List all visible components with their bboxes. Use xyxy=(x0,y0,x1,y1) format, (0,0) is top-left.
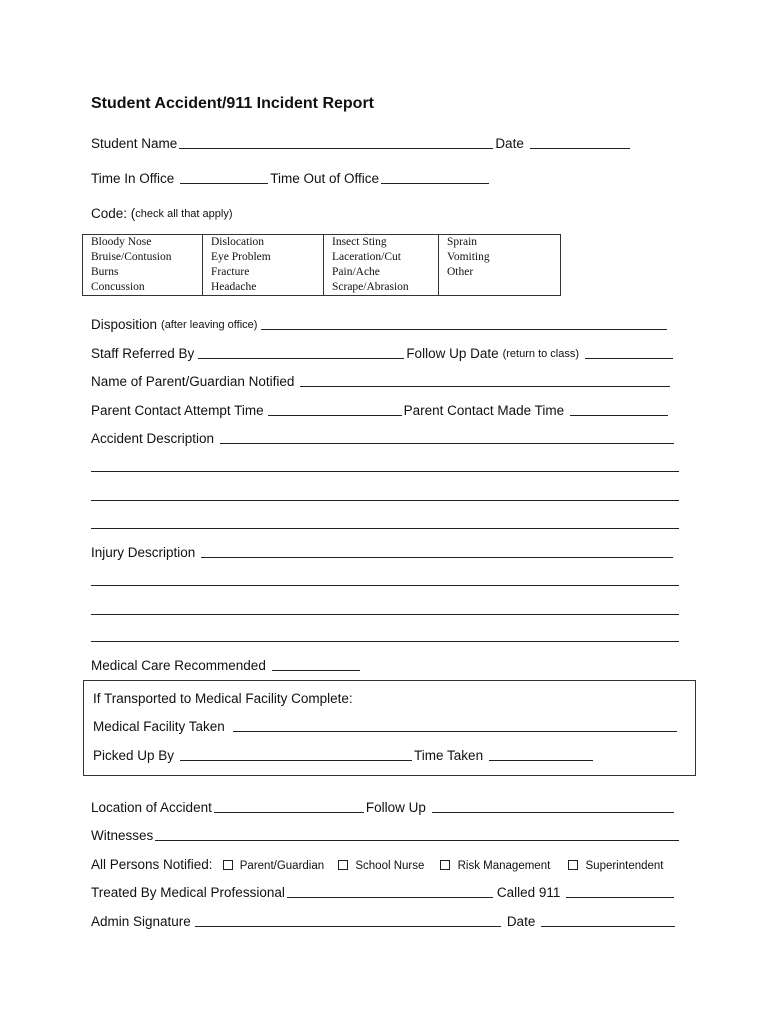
parent-contact-made-label: Parent Contact Made Time xyxy=(403,403,565,418)
parent-notified-label: Name of Parent/Guardian Notified xyxy=(91,374,295,389)
transport-heading-row xyxy=(93,686,353,706)
notified-option[interactable] xyxy=(338,860,424,872)
follow-up-date-field[interactable] xyxy=(585,343,673,359)
notified-option-label: Superintendent xyxy=(585,860,664,872)
time-office-row xyxy=(91,166,491,186)
student-name-label: Student Name xyxy=(91,136,178,151)
code-cell[interactable]: Fracture xyxy=(203,265,324,280)
notified-option-label: Risk Management xyxy=(457,860,551,872)
parent-contact-attempt-field[interactable] xyxy=(268,400,402,416)
time-out-office-label: Time Out of Office xyxy=(270,171,380,186)
transport-box xyxy=(83,680,696,776)
codes-table xyxy=(82,234,561,296)
notified-option-label: Parent/Guardian xyxy=(239,860,325,872)
parent-notified-row xyxy=(91,369,672,389)
checkbox-icon[interactable] xyxy=(338,860,348,870)
accident-description-line[interactable] xyxy=(91,471,679,472)
staff-referred-row xyxy=(91,341,675,361)
checkbox-icon[interactable] xyxy=(223,860,233,870)
disposition-label: Disposition xyxy=(91,317,158,332)
code-row xyxy=(91,201,233,221)
treated-by-row xyxy=(91,880,676,900)
notified-option[interactable] xyxy=(223,860,325,872)
time-out-office-field[interactable] xyxy=(381,168,489,184)
student-name-row xyxy=(91,131,632,151)
code-label: Code: ( xyxy=(91,206,136,221)
injury-description-label: Injury Description xyxy=(91,545,196,560)
code-cell[interactable]: Concussion xyxy=(83,280,203,296)
injury-description-field[interactable] xyxy=(201,542,673,558)
code-cell[interactable]: Bruise/Contusion xyxy=(83,250,203,265)
codes-table-row xyxy=(83,250,561,265)
follow-up-field[interactable] xyxy=(432,797,674,813)
picked-up-by-label: Picked Up By xyxy=(93,748,175,763)
code-cell[interactable]: Laceration/Cut xyxy=(324,250,439,265)
codes-table-row xyxy=(83,265,561,280)
treated-by-label: Treated By Medical Professional xyxy=(91,885,285,900)
treated-by-field[interactable] xyxy=(287,882,493,898)
code-cell[interactable]: Burns xyxy=(83,265,203,280)
code-cell[interactable]: Bloody Nose xyxy=(83,235,203,251)
location-label: Location of Accident xyxy=(91,800,212,815)
code-note: check all that apply) xyxy=(135,208,233,220)
time-in-office-label: Time In Office xyxy=(91,171,175,186)
code-cell[interactable]: Insect Sting xyxy=(324,235,439,251)
location-field[interactable] xyxy=(214,797,364,813)
admin-signature-label: Admin Signature xyxy=(91,914,191,929)
medical-facility-row xyxy=(93,714,679,734)
accident-description-field[interactable] xyxy=(220,428,674,444)
codes-table-row xyxy=(83,280,561,296)
code-cell[interactable]: Eye Problem xyxy=(203,250,324,265)
injury-description-row xyxy=(91,540,675,560)
medical-facility-label: Medical Facility Taken xyxy=(93,719,225,734)
time-in-office-field[interactable] xyxy=(180,168,268,184)
medical-care-row xyxy=(91,653,362,673)
persons-notified-row xyxy=(91,852,664,872)
parent-contact-attempt-label: Parent Contact Attempt Time xyxy=(91,403,264,418)
admin-signature-field[interactable] xyxy=(195,911,501,927)
accident-description-row xyxy=(91,426,676,446)
staff-referred-field[interactable] xyxy=(198,343,404,359)
codes-table-row xyxy=(83,235,561,251)
date-field[interactable] xyxy=(530,133,630,149)
follow-up-date-note: (return to class) xyxy=(502,348,580,360)
medical-facility-field[interactable] xyxy=(233,716,677,732)
time-taken-field[interactable] xyxy=(489,745,593,761)
code-cell[interactable]: Dislocation xyxy=(203,235,324,251)
medical-care-field[interactable] xyxy=(272,655,360,671)
notified-option-label: School Nurse xyxy=(355,860,425,872)
accident-description-line[interactable] xyxy=(91,500,679,501)
code-cell[interactable]: Sprain xyxy=(439,235,561,251)
time-taken-label: Time Taken xyxy=(414,748,484,763)
admin-date-field[interactable] xyxy=(541,911,675,927)
notified-option[interactable] xyxy=(440,860,550,872)
picked-up-row xyxy=(93,743,595,763)
witnesses-label: Witnesses xyxy=(91,828,154,843)
called-911-label: Called 911 xyxy=(496,885,561,900)
staff-referred-label: Staff Referred By xyxy=(91,346,195,361)
accident-description-label: Accident Description xyxy=(91,431,215,446)
location-row xyxy=(91,795,676,815)
code-cell[interactable]: Pain/Ache xyxy=(324,265,439,280)
code-cell[interactable]: Vomiting xyxy=(439,250,561,265)
notified-option[interactable] xyxy=(568,860,663,872)
parent-contact-row xyxy=(91,398,670,418)
picked-up-by-field[interactable] xyxy=(180,745,412,761)
injury-description-line[interactable] xyxy=(91,585,679,586)
date-label: Date xyxy=(495,136,524,151)
transport-heading: If Transported to Medical Facility Complete: xyxy=(93,691,353,706)
checkbox-icon[interactable] xyxy=(440,860,450,870)
witnesses-row xyxy=(91,823,681,843)
code-cell[interactable]: Other xyxy=(439,265,561,280)
form-title: Student Accident/911 Incident Report xyxy=(91,95,375,112)
medical-care-label: Medical Care Recommended xyxy=(91,658,266,673)
code-cell[interactable]: Scrape/Abrasion xyxy=(324,280,439,296)
admin-date-label: Date xyxy=(506,914,536,929)
called-911-field[interactable] xyxy=(566,882,674,898)
code-cell[interactable]: Headache xyxy=(203,280,324,296)
follow-up-date-label: Follow Up Date xyxy=(406,346,499,361)
parent-contact-made-field[interactable] xyxy=(570,400,668,416)
disposition-row xyxy=(91,312,669,332)
admin-signature-row xyxy=(91,909,677,929)
code-cell[interactable] xyxy=(439,280,561,296)
injury-description-line[interactable] xyxy=(91,614,679,615)
disposition-field[interactable] xyxy=(261,314,667,330)
follow-up-label: Follow Up xyxy=(365,800,426,815)
parent-notified-field[interactable] xyxy=(300,371,670,387)
checkbox-icon[interactable] xyxy=(568,860,578,870)
witnesses-field[interactable] xyxy=(155,825,679,841)
student-name-field[interactable] xyxy=(179,133,493,149)
persons-notified-label: All Persons Notified: xyxy=(91,857,213,872)
disposition-note: (after leaving office) xyxy=(161,319,258,331)
injury-description-line[interactable] xyxy=(91,641,679,642)
accident-description-line[interactable] xyxy=(91,528,679,529)
